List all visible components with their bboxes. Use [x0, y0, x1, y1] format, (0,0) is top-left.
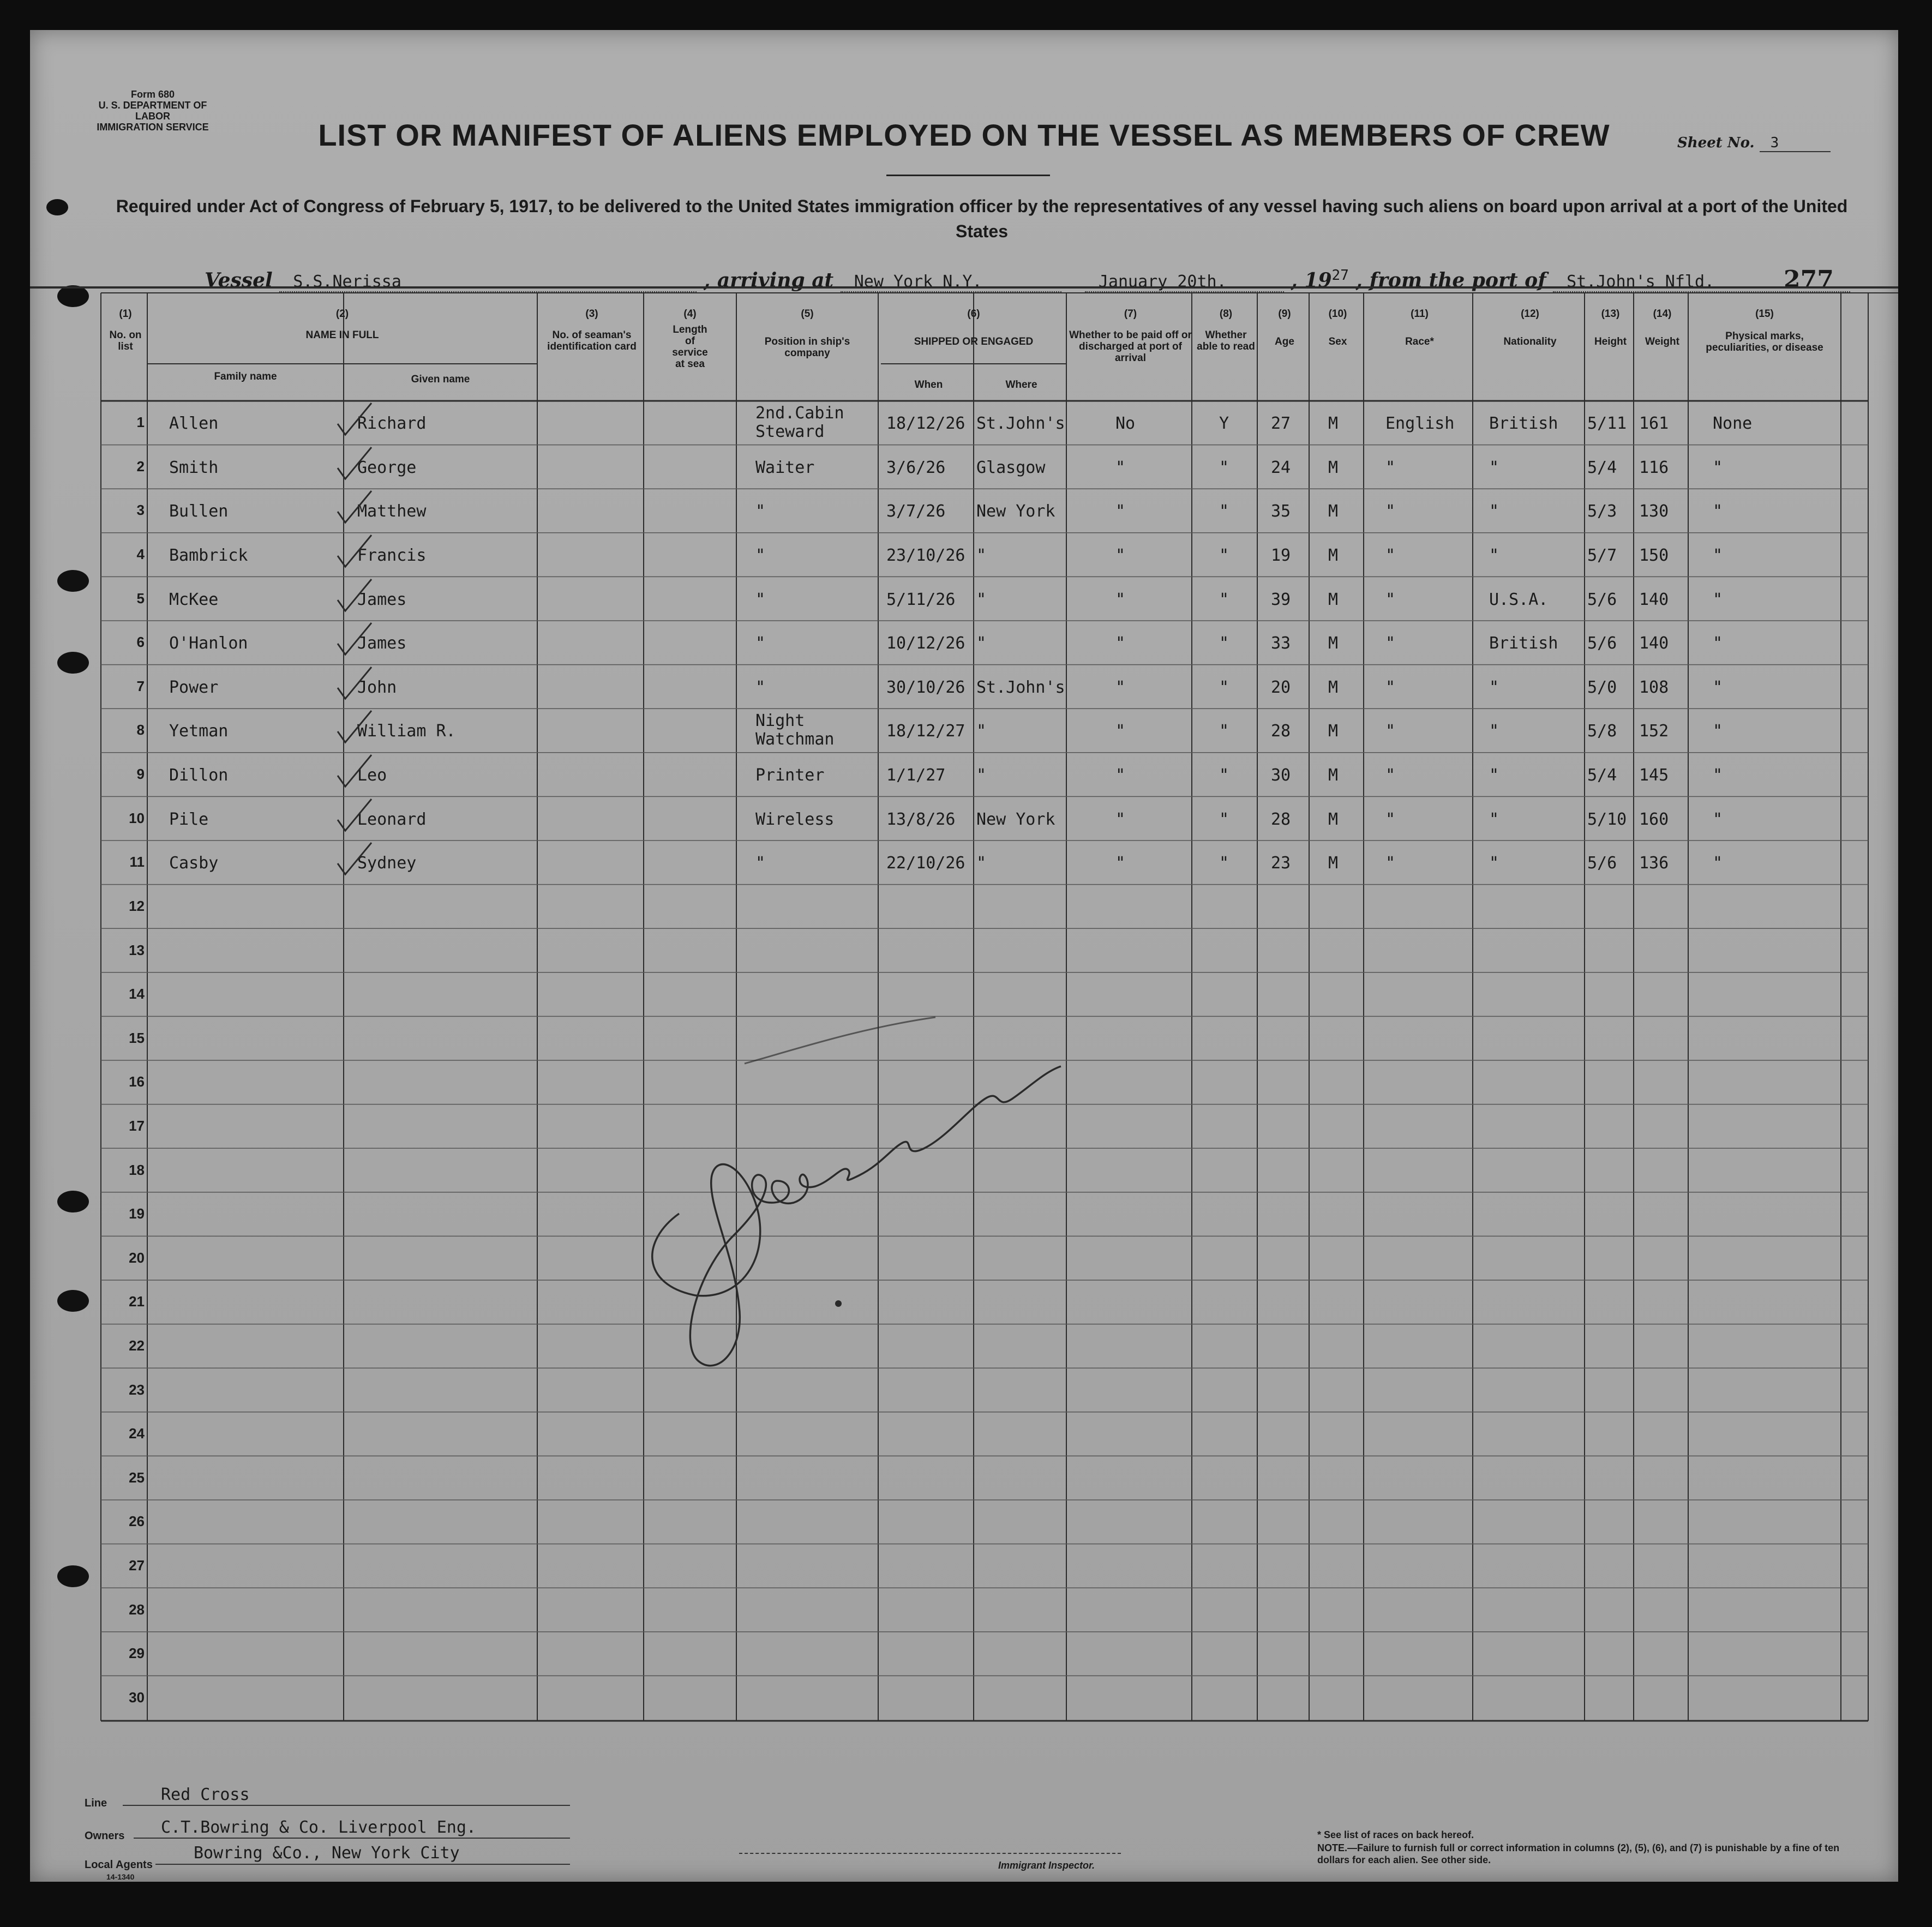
paid-off: ": [1115, 766, 1126, 785]
weight: 116: [1639, 458, 1669, 477]
header-col-1: [106, 308, 145, 352]
given-name: William R.: [357, 722, 456, 741]
age: 23: [1271, 854, 1291, 873]
shipped-where: ": [976, 546, 987, 566]
vessel-name: S.S.Nerissa: [279, 272, 697, 292]
sex: M: [1328, 634, 1339, 653]
owners-rule: [134, 1838, 570, 1839]
physical-marks: ": [1713, 722, 1723, 741]
checkmark-icon: [335, 753, 374, 791]
position: ": [755, 502, 766, 521]
given-name: George: [357, 458, 417, 477]
header-col-13: [1587, 308, 1634, 347]
table-row: [30, 841, 1898, 885]
col-number: (9): [1278, 308, 1291, 320]
race: ": [1385, 546, 1396, 566]
height: 5/7: [1587, 546, 1617, 566]
height: 5/3: [1587, 502, 1617, 521]
shipped-when: 18/12/26: [886, 414, 965, 434]
physical-marks: ": [1713, 458, 1723, 477]
sex: M: [1328, 766, 1339, 785]
owners-label: Owners: [85, 1830, 125, 1842]
age: 24: [1271, 458, 1291, 477]
checkmark-icon: [335, 401, 374, 439]
arrival-date: January 20th.: [1085, 272, 1284, 292]
weight: 108: [1639, 677, 1669, 697]
col-number: (11): [1411, 308, 1429, 320]
sex: M: [1328, 502, 1339, 521]
col-label: Whether able to read: [1197, 329, 1255, 352]
position: ": [755, 634, 766, 653]
sex: M: [1328, 590, 1339, 609]
row-number: 11: [129, 854, 145, 871]
shipped-where: ": [976, 722, 987, 741]
row-number: 8: [136, 722, 145, 739]
given-name: Leo: [357, 766, 387, 785]
agents-rule: [155, 1864, 570, 1865]
height: 5/6: [1587, 590, 1617, 609]
sex: M: [1328, 414, 1339, 434]
row-number: 4: [136, 546, 145, 563]
weight: 160: [1639, 809, 1669, 829]
races-note: * See list of races on back hereof.: [1317, 1829, 1474, 1840]
age: 35: [1271, 502, 1291, 521]
physical-marks: ": [1713, 854, 1723, 873]
race: ": [1385, 854, 1396, 873]
nationality: ": [1489, 854, 1499, 873]
col-label: Sex: [1328, 336, 1347, 347]
header-col-8: [1195, 308, 1257, 352]
line-label: Line: [85, 1797, 107, 1809]
col-label: Length of service at sea: [672, 324, 708, 370]
shipped-when: 5/11/26: [886, 590, 956, 609]
col-number: (6): [967, 308, 980, 320]
col-number: (10): [1328, 308, 1347, 320]
family-name: Casby: [169, 854, 219, 873]
header-col-10: [1312, 308, 1364, 347]
header-col-3: [540, 308, 644, 352]
inspector-rule: [739, 1853, 1121, 1854]
row-number: 3: [136, 502, 145, 519]
given-name: Francis: [357, 546, 427, 566]
table-row: [30, 533, 1898, 577]
physical-marks: ": [1713, 766, 1723, 785]
weight: 152: [1639, 722, 1669, 741]
given-name: James: [357, 634, 407, 653]
weight: 130: [1639, 502, 1669, 521]
sex: M: [1328, 458, 1339, 477]
row-number: 23: [129, 1381, 145, 1398]
shipped-where: ": [976, 590, 987, 609]
shipped-when: 13/8/26: [886, 809, 956, 829]
family-name: Bambrick: [169, 546, 248, 566]
position: Wireless: [755, 809, 835, 829]
position: ": [755, 546, 766, 566]
weight: 161: [1639, 414, 1669, 434]
checkmark-icon: [335, 445, 374, 483]
shipped-where: ": [976, 634, 987, 653]
header-col-6: [881, 308, 1066, 347]
vessel-label: Vessel: [205, 269, 273, 292]
col-number: (3): [585, 308, 598, 320]
family-name: Pile: [169, 809, 209, 829]
shipped-where: ": [976, 854, 987, 873]
age: 28: [1271, 722, 1291, 741]
header-col-4: [646, 308, 734, 370]
row-number: 10: [129, 809, 145, 826]
col-number: (2): [335, 308, 349, 320]
paid-off: ": [1115, 546, 1126, 566]
from-label: , from the port of: [1355, 269, 1546, 292]
header-given-name: Given name: [411, 374, 470, 385]
family-name: Dillon: [169, 766, 229, 785]
weight: 140: [1639, 634, 1669, 653]
checkmark-icon: [335, 841, 374, 879]
col-number: (5): [801, 308, 814, 320]
sex: M: [1328, 677, 1339, 697]
col-number: (14): [1653, 308, 1672, 320]
family-name: Allen: [169, 414, 219, 434]
paid-off: ": [1115, 458, 1126, 477]
row-number: 30: [129, 1689, 145, 1706]
shipped-when: 10/12/26: [886, 634, 965, 653]
row-number: 16: [129, 1073, 145, 1090]
row-number: 26: [129, 1513, 145, 1530]
shipped-when: 18/12/27: [886, 722, 965, 741]
race: ": [1385, 502, 1396, 521]
sex: M: [1328, 722, 1339, 741]
nationality: British: [1489, 634, 1558, 653]
nationality: ": [1489, 809, 1499, 829]
row-number: 25: [129, 1469, 145, 1486]
page-title: LIST OR MANIFEST OF ALIENS EMPLOYED ON THE VESSEL AS MEMBERS OF CREW: [318, 118, 1610, 152]
paid-off: ": [1115, 854, 1126, 873]
position: Night Watchman: [755, 711, 835, 749]
row-number: 14: [129, 986, 145, 1002]
height: 5/6: [1587, 854, 1617, 873]
col-label: Race*: [1405, 336, 1434, 347]
row-number: 13: [129, 941, 145, 958]
paid-off: ": [1115, 677, 1126, 697]
height: 5/0: [1587, 677, 1617, 697]
able-to-read: ": [1219, 722, 1229, 741]
height: 5/11: [1587, 414, 1627, 434]
form-number: Form 680: [130, 89, 175, 100]
physical-marks: ": [1713, 634, 1723, 653]
inspector-signature: [630, 946, 1094, 1383]
col-number: (15): [1755, 308, 1774, 320]
header-col-9: [1260, 308, 1309, 347]
height: 5/10: [1587, 809, 1627, 829]
paid-off: No: [1115, 414, 1136, 434]
header-family-name: Family name: [214, 371, 277, 382]
col-number: (12): [1521, 308, 1539, 320]
physical-marks: None: [1713, 414, 1753, 434]
position: Waiter: [755, 458, 815, 477]
col-label: Position in ship's company: [764, 336, 850, 359]
table-row: [30, 796, 1898, 841]
col-label: Height: [1594, 336, 1627, 347]
position: 2nd.Cabin Steward: [755, 404, 844, 441]
nationality: ": [1489, 677, 1499, 697]
manifest-sheet: [30, 30, 1898, 1882]
sheet-label: Sheet No.: [1677, 135, 1755, 151]
nationality: ": [1489, 502, 1499, 521]
row-number: 1: [136, 414, 145, 431]
age: 20: [1271, 677, 1291, 697]
nationality: British: [1489, 414, 1558, 434]
race: ": [1385, 809, 1396, 829]
shipped-where: ": [976, 766, 987, 785]
nationality: ": [1489, 722, 1499, 741]
year-prefix: , 19: [1291, 269, 1332, 292]
position: ": [755, 677, 766, 697]
shipped-where: New York: [976, 502, 1055, 521]
col-number: (7): [1124, 308, 1137, 320]
paid-off: ": [1115, 590, 1126, 609]
paid-off: ": [1115, 502, 1126, 521]
row-number: 5: [136, 590, 145, 607]
col-number: (4): [683, 308, 697, 320]
given-name: James: [357, 590, 407, 609]
race: ": [1385, 677, 1396, 697]
arrival-port: New York N.Y.: [841, 272, 1061, 292]
table-row: [30, 489, 1898, 533]
checkmark-icon: [335, 665, 374, 703]
family-name: Yetman: [169, 722, 229, 741]
page-subtitle: Required under Act of Congress of February 5, 1917, to be delivered to the United States immigration officer by the representatives of any vessel having such aliens on board upon arrival at a port of the United States: [116, 196, 1848, 241]
arriving-label: , arriving at: [703, 269, 834, 292]
col-label: Nationality: [1503, 336, 1557, 347]
sheet-value: 3: [1760, 135, 1831, 152]
inspector-label: Immigrant Inspector.: [998, 1860, 1095, 1871]
department: U. S. DEPARTMENT OF LABOR: [98, 100, 207, 122]
weight: 136: [1639, 854, 1669, 873]
height: 5/4: [1587, 766, 1617, 785]
race: ": [1385, 590, 1396, 609]
given-name: John: [357, 677, 397, 697]
row-number: 19: [129, 1205, 145, 1222]
departure-port: St.John's Nfld.: [1553, 272, 1850, 292]
physical-marks: ": [1713, 546, 1723, 566]
shipped-when: 3/7/26: [886, 502, 946, 521]
agents-code: 14-1340: [106, 1872, 135, 1881]
checkmark-icon: [335, 533, 374, 571]
shipped-where: New York: [976, 809, 1055, 829]
header-col-12: [1475, 308, 1585, 347]
table-row: [30, 621, 1898, 665]
row-number: 9: [136, 766, 145, 783]
checkmark-icon: [335, 709, 374, 747]
row-number: 12: [129, 897, 145, 914]
age: 28: [1271, 809, 1291, 829]
table-row: [30, 753, 1898, 797]
family-name: McKee: [169, 590, 219, 609]
shipped-where: St.John's: [976, 414, 1065, 434]
able-to-read: ": [1219, 677, 1229, 697]
header-where: Where: [1005, 379, 1037, 391]
able-to-read: ": [1219, 766, 1229, 785]
race: ": [1385, 766, 1396, 785]
col-label: NAME IN FULL: [305, 329, 379, 341]
penalty-note: NOTE.—Failure to furnish full or correct information in columns (2), (5), (6), and (7) is punishable by a fine of ten dollars for each alien. See other side.: [1317, 1842, 1840, 1865]
paid-off: ": [1115, 722, 1126, 741]
given-name: Leonard: [357, 809, 427, 829]
row-number: 18: [129, 1161, 145, 1178]
shipped-where: Glasgow: [976, 458, 1046, 477]
able-to-read: ": [1219, 546, 1229, 566]
header-col-2: [147, 308, 537, 341]
row-number: 7: [136, 677, 145, 694]
header-col-5: [739, 308, 875, 359]
row-number: 17: [129, 1117, 145, 1134]
year-value: 27: [1331, 267, 1349, 284]
shipped-when: 1/1/27: [886, 766, 946, 785]
family-name: Bullen: [169, 502, 229, 521]
weight: 150: [1639, 546, 1669, 566]
physical-marks: ": [1713, 590, 1723, 609]
col-number: (1): [119, 308, 132, 320]
header-col-11: [1366, 308, 1473, 347]
height: 5/6: [1587, 634, 1617, 653]
row-number: 28: [129, 1601, 145, 1618]
col-number: (13): [1601, 308, 1620, 320]
table-row: [30, 577, 1898, 621]
service: IMMIGRATION SERVICE: [97, 122, 209, 133]
header-col-15: [1691, 308, 1838, 353]
row-number: 22: [129, 1337, 145, 1354]
shipped-when: 3/6/26: [886, 458, 946, 477]
col-label: Weight: [1645, 336, 1679, 347]
nationality: ": [1489, 766, 1499, 785]
col-label: Whether to be paid off or discharged at port of arrival: [1069, 329, 1192, 364]
nationality: U.S.A.: [1489, 590, 1549, 609]
line-value: Red Cross: [161, 1785, 250, 1804]
race: ": [1385, 458, 1396, 477]
family-name: Power: [169, 677, 219, 697]
race: ": [1385, 634, 1396, 653]
nationality: ": [1489, 546, 1499, 566]
table-row: [30, 445, 1898, 489]
checkmark-icon: [335, 489, 374, 527]
race: ": [1385, 722, 1396, 741]
sex: M: [1328, 546, 1339, 566]
header-when: When: [914, 379, 943, 391]
shipped-when: 23/10/26: [886, 546, 965, 566]
given-name: Richard: [357, 414, 427, 434]
page-number: 277: [1784, 266, 1834, 293]
row-number: 27: [129, 1557, 145, 1574]
col-label: No. of seaman's identification card: [547, 329, 637, 352]
row-number: 2: [136, 458, 145, 475]
able-to-read: ": [1219, 854, 1229, 873]
position: ": [755, 854, 766, 873]
paid-off: ": [1115, 634, 1126, 653]
able-to-read: ": [1219, 634, 1229, 653]
table-row: [30, 709, 1898, 753]
age: 27: [1271, 414, 1291, 434]
table-row: [30, 665, 1898, 709]
col-label: SHIPPED OR ENGAGED: [914, 336, 1034, 347]
age: 39: [1271, 590, 1291, 609]
table-row: [30, 401, 1898, 445]
shipped-when: 30/10/26: [886, 677, 965, 697]
paid-off: ": [1115, 809, 1126, 829]
col-label: Physical marks, peculiarities, or disease: [1706, 331, 1823, 353]
able-to-read: ": [1219, 458, 1229, 477]
weight: 140: [1639, 590, 1669, 609]
agents-value: Bowring &Co., New York City: [194, 1844, 460, 1863]
row-number: 21: [129, 1293, 145, 1310]
row-number: 15: [129, 1029, 145, 1046]
able-to-read: Y: [1219, 414, 1229, 434]
race: English: [1385, 414, 1455, 434]
line-rule: [123, 1805, 570, 1806]
sex: M: [1328, 854, 1339, 873]
col-label: Age: [1275, 336, 1294, 347]
physical-marks: ": [1713, 809, 1723, 829]
height: 5/4: [1587, 458, 1617, 477]
owners-value: C.T.Bowring & Co. Liverpool Eng.: [161, 1818, 476, 1837]
col-number: (8): [1219, 308, 1233, 320]
sex: M: [1328, 809, 1339, 829]
checkmark-icon: [335, 621, 374, 659]
given-name: Sydney: [357, 854, 417, 873]
checkmark-icon: [335, 797, 374, 835]
physical-marks: ": [1713, 677, 1723, 697]
family-name: O'Hanlon: [169, 634, 248, 653]
header-col-14: [1636, 308, 1688, 347]
row-number: 24: [129, 1425, 145, 1442]
checkmark-icon: [335, 577, 374, 615]
col-label: No. on list: [109, 329, 142, 352]
given-name: Matthew: [357, 502, 427, 521]
position: ": [755, 590, 766, 609]
weight: 145: [1639, 766, 1669, 785]
age: 30: [1271, 766, 1291, 785]
physical-marks: ": [1713, 502, 1723, 521]
age: 19: [1271, 546, 1291, 566]
row-number: 29: [129, 1645, 145, 1662]
row-number: 6: [136, 634, 145, 651]
agents-label: Local Agents: [85, 1859, 153, 1871]
able-to-read: ": [1219, 502, 1229, 521]
position: Printer: [755, 766, 825, 785]
nationality: ": [1489, 458, 1499, 477]
row-number: 20: [129, 1249, 145, 1266]
height: 5/8: [1587, 722, 1617, 741]
shipped-when: 22/10/26: [886, 854, 965, 873]
age: 33: [1271, 634, 1291, 653]
family-name: Smith: [169, 458, 219, 477]
able-to-read: ": [1219, 590, 1229, 609]
able-to-read: ": [1219, 809, 1229, 829]
header-col-7: [1069, 308, 1192, 364]
shipped-where: St.John's: [976, 677, 1065, 697]
